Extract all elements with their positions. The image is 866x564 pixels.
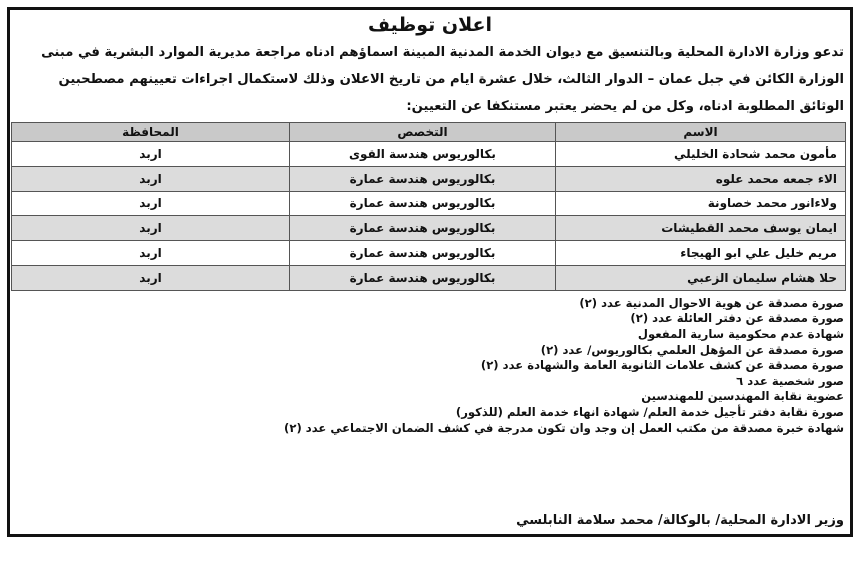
table-header-row bbox=[12, 123, 846, 142]
intro-line: تدعو وزارة الادارة المحلية وبالتنسيق مع ديوان الخدمة المدنية المبينة اسماؤهم ادناه مراجعة مديرية الموارد البشرية في مبنى bbox=[41, 45, 844, 60]
signature-line: وزير الادارة المحلية/ بالوكالة/ محمد سلامة النابلسي bbox=[516, 513, 844, 528]
list-item: صورة مصدقة عن هوية الاحوال المدنية عدد (٢) bbox=[579, 295, 844, 310]
cell-governorate: اربد bbox=[12, 142, 290, 167]
cell-governorate: اربد bbox=[12, 166, 290, 191]
job-announcement bbox=[7, 7, 853, 537]
announcement-intro bbox=[10, 39, 850, 120]
table-row bbox=[12, 216, 846, 241]
cell-governorate: اربد bbox=[12, 191, 290, 216]
cell-name: مأمون محمد شحادة الخليلي bbox=[556, 142, 846, 167]
required-documents-list bbox=[10, 296, 850, 436]
announcement-title: اعلان توظيف bbox=[367, 14, 493, 36]
list-item: صورة مصدقة عن المؤهل العلمي بكالوريوس/ عدد (٢) bbox=[540, 342, 844, 357]
cell-governorate: اربد bbox=[12, 241, 290, 266]
appointees-table bbox=[11, 122, 846, 291]
cell-name: الاء جمعه محمد علوه bbox=[556, 166, 846, 191]
header-specialty: التخصص bbox=[290, 123, 556, 142]
cell-specialty: بكالوريوس هندسة عمارة bbox=[290, 241, 556, 266]
cell-name: مريم خليل علي ابو الهيجاء bbox=[556, 241, 846, 266]
list-item: صورة مصدقة عن كشف علامات الثانوية العامة والشهادة عدد (٢) bbox=[480, 358, 844, 373]
list-item: عضوية نقابة المهندسين للمهندسين bbox=[641, 389, 844, 404]
cell-name: ايمان يوسف محمد القطيشات bbox=[556, 216, 846, 241]
list-item: صورة مصدقة عن دفتر العائلة عدد (٢) bbox=[630, 311, 844, 326]
cell-specialty: بكالوريوس هندسة عمارة bbox=[290, 265, 556, 290]
cell-specialty: بكالوريوس هندسة عمارة bbox=[290, 166, 556, 191]
header-name: الاسم bbox=[556, 123, 846, 142]
list-item: صور شخصية عدد ٦ bbox=[736, 373, 844, 388]
cell-governorate: اربد bbox=[12, 216, 290, 241]
table-row bbox=[12, 265, 846, 290]
intro-line: الوزارة الكائن في جبل عمان – الدوار الثالث، خلال عشرة ايام من تاريخ الاعلان وذلك لاستكمال اجراءات تعيينهم مصطحبين bbox=[58, 72, 844, 87]
cell-specialty: بكالوريوس هندسة عمارة bbox=[290, 216, 556, 241]
header-governorate: المحافظة bbox=[12, 123, 290, 142]
cell-name: ولاءانور محمد خصاونة bbox=[556, 191, 846, 216]
table-row bbox=[12, 241, 846, 266]
cell-governorate: اربد bbox=[12, 265, 290, 290]
cell-specialty: بكالوريوس هندسة عمارة bbox=[290, 191, 556, 216]
intro-line: الوثائق المطلوبة ادناه، وكل من لم يحضر يعتبر مستنكفا عن التعيين: bbox=[406, 99, 844, 114]
cell-name: حلا هشام سليمان الزعبي bbox=[556, 265, 846, 290]
list-item: شهادة خبرة مصدقة من مكتب العمل إن وجد وان تكون مدرجة في كشف الضمان الاجتماعي عدد (٢) bbox=[284, 420, 844, 435]
table-row bbox=[12, 191, 846, 216]
cell-specialty: بكالوريوس هندسة القوى bbox=[290, 142, 556, 167]
table-row bbox=[12, 142, 846, 167]
list-item: شهادة عدم محكومية سارية المفعول bbox=[637, 326, 844, 341]
table-row bbox=[12, 166, 846, 191]
list-item: صورة نقابة دفتر تأجيل خدمة العلم/ شهادة انهاء خدمة العلم (للذكور) bbox=[455, 404, 844, 419]
